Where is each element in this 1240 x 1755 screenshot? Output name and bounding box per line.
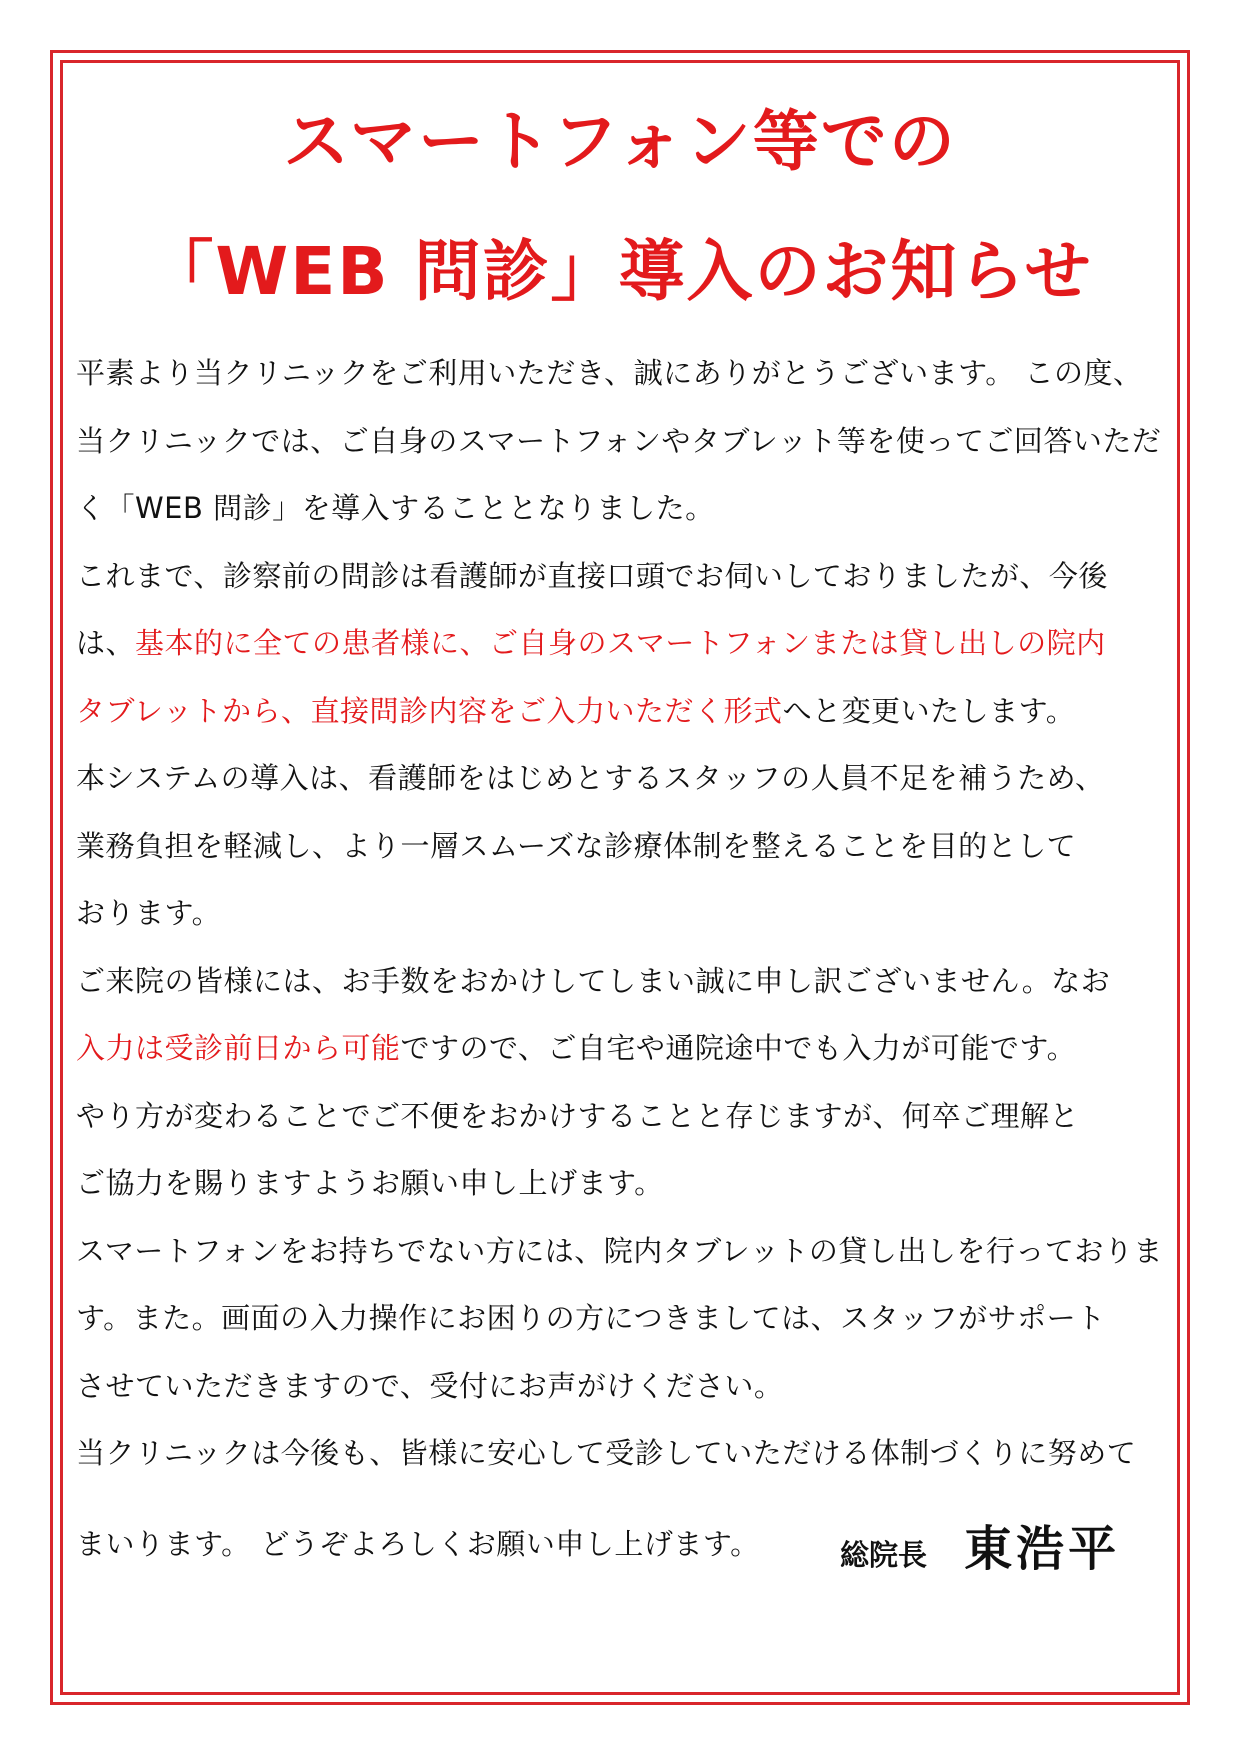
body-line [76, 610, 1176, 678]
body-text-segment: 当クリニックは今後も、皆様に安心して受診していただける体制づくりに努めて [76, 1436, 1137, 1470]
closing-line: まいります。 どうぞよろしくお願い申し上げます。 [76, 1527, 760, 1561]
signature [840, 1510, 1120, 1579]
notice-title-line-1: スマートフォン等での [283, 103, 957, 180]
body-line [76, 880, 1176, 948]
body-line [76, 475, 1176, 543]
body-line [76, 340, 1176, 408]
signature-name: 東浩平 [964, 1521, 1121, 1577]
body-line [76, 1083, 1176, 1151]
body-text-segment: させていただきますので、受付にお声がけください。 [76, 1368, 784, 1403]
body-text-segment: おります。 [76, 896, 222, 930]
body-text-segment: へと変更いたします。 [782, 693, 1076, 728]
body-text-segment: 平素より当クリニックをご利用いただき、誠にありがとうございます。 この度、 [76, 356, 1143, 390]
body-text-segment: やり方が変わることでご不便をおかけすることと存じますが、何卒ご理解と [76, 1098, 1080, 1133]
body-text-segment: ご来院の皆様には、お手数をおかけしてしまい誠に申し訳ございません。なお [76, 963, 1111, 998]
body-text-segment: す。また。画面の入力操作にお困りの方につきましては、スタッフがサポート [76, 1301, 1106, 1335]
body-line [76, 1218, 1176, 1286]
body-line [76, 543, 1176, 611]
highlighted-text: 基本的に全ての患者様に、ご自身のスマートフォンまたは貸し出しの院内 [135, 626, 1106, 660]
body-text-segment: これまで、診察前の問診は看護師が直接口頭でお伺いしておりましたが、今後 [76, 558, 1108, 593]
body-text-segment: 本システムの導入は、看護師をはじめとするスタッフの人員不足を補うため、 [76, 761, 1105, 795]
body-text-segment: は、 [76, 626, 136, 660]
body-line [76, 1015, 1176, 1083]
notice-body [76, 340, 1176, 1488]
highlighted-text: タブレットから、直接問診内容をご入力いただく形式 [76, 693, 783, 728]
body-text-segment: スマートフォンをお持ちでない方には、院内タブレットの貸し出しを行っておりま [76, 1233, 1163, 1268]
body-text-segment: 当クリニックでは、ご自身のスマートフォンやタブレット等を使ってご回答いただ [76, 423, 1162, 458]
signature-role: 総院長 [840, 1538, 928, 1572]
body-line [76, 408, 1176, 476]
body-line [76, 1150, 1176, 1218]
notice-title-line-2: 「WEB 問診」導入のお知らせ [147, 233, 1093, 310]
body-line [76, 745, 1176, 813]
body-line [76, 813, 1176, 881]
body-text-segment: ですので、ご自宅や通院途中でも入力が可能です。 [400, 1031, 1077, 1065]
body-line [76, 1353, 1176, 1421]
highlighted-text: 入力は受診前日から可能 [76, 1031, 401, 1065]
body-line [76, 1285, 1176, 1353]
body-text-segment: ご協力を賜りますようお願い申し上げます。 [76, 1166, 664, 1200]
body-text-segment: く「WEB 問診」を導入することとなりました。 [76, 491, 715, 525]
body-line [76, 1420, 1176, 1488]
body-text-segment: 業務負担を軽減し、より一層スムーズな診療体制を整えることを目的として [76, 828, 1077, 863]
body-line [76, 678, 1176, 746]
body-line [76, 948, 1176, 1016]
